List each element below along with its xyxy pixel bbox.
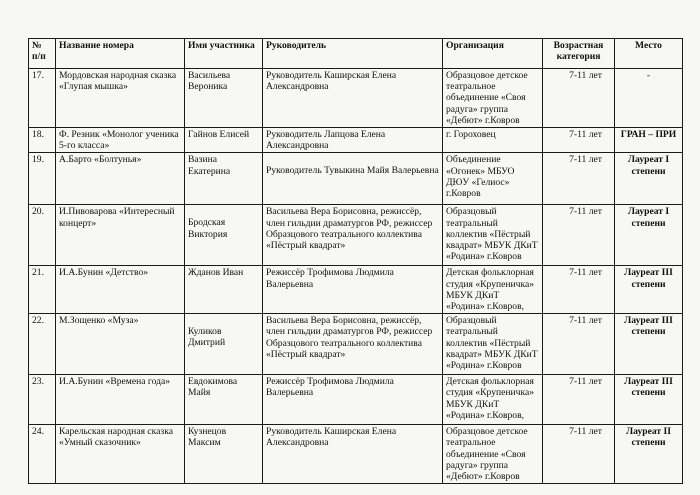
row-org: Образцовый театральный коллектив «Пёстрый квадрат» МБУК ДКиТ «Родина» г.Ковров bbox=[443, 205, 543, 266]
row-participant: Вазина Екатерина bbox=[185, 153, 263, 205]
row-title: И.А.Бунин «Времена года» bbox=[56, 375, 185, 425]
table-header-row bbox=[29, 39, 683, 69]
table-row bbox=[29, 69, 683, 128]
header-place: Место bbox=[615, 39, 683, 69]
row-place: Лауреат I степени bbox=[615, 153, 683, 205]
row-leader: Руководитель Тувыкина Майя Валерьевна bbox=[263, 153, 443, 205]
row-leader: Руководитель Каширская Елена Александровна bbox=[263, 69, 443, 128]
row-place: Лауреат III степени bbox=[615, 314, 683, 375]
row-leader: Васильева Вера Борисовна, режиссёр, член гильдии драматургов РФ, режиссер Образцового театрального коллектива «Пёстрый квадрат» bbox=[263, 205, 443, 266]
header-org: Организация bbox=[443, 39, 543, 69]
row-leader: Васильева Вера Борисовна, режиссёр, член гильдии драматургов РФ, режиссер Образцового театрального коллектива «Пёстрый квадрат» bbox=[263, 314, 443, 375]
results-table bbox=[28, 38, 683, 484]
row-org: Образцовое детское театральное объединение «Своя радуга» группа «Дебют» г.Ковров bbox=[443, 69, 543, 128]
row-age: 7-11 лет bbox=[543, 205, 615, 266]
table-row bbox=[29, 128, 683, 153]
row-participant: Жданов Иван bbox=[185, 266, 263, 314]
header-leader: Руководитель bbox=[263, 39, 443, 69]
row-org: Детская фольклорная студия «Крупеничка» МБУК ДКиТ «Родина» г.Ковров, bbox=[443, 375, 543, 425]
row-age: 7-11 лет bbox=[543, 266, 615, 314]
row-title: И.А.Бунин «Детство» bbox=[56, 266, 185, 314]
row-participant: Евдокимова Майя bbox=[185, 375, 263, 425]
row-place: Лауреат III степени bbox=[615, 375, 683, 425]
row-age: 7-11 лет bbox=[543, 425, 615, 484]
row-num: 20. bbox=[29, 205, 56, 266]
row-org: Образцовое детское театральное объединение «Своя радуга» группа «Дебют» г.Ковров bbox=[443, 425, 543, 484]
table-row bbox=[29, 266, 683, 314]
row-num: 19. bbox=[29, 153, 56, 205]
row-place: - bbox=[615, 69, 683, 128]
row-participant: Кузнецов Максим bbox=[185, 425, 263, 484]
table-row bbox=[29, 375, 683, 425]
row-num: 17. bbox=[29, 69, 56, 128]
table-row bbox=[29, 314, 683, 375]
row-org: Образцовый театральный коллектив «Пёстрый квадрат» МБУК ДКиТ «Родина» г.Ковров bbox=[443, 314, 543, 375]
row-org: Объединение «Огонек» МБУО ДЮУ «Гелиос» г.Ковров bbox=[443, 153, 543, 205]
row-participant: Васильева Вероника bbox=[185, 69, 263, 128]
row-place: Лауреат I степени bbox=[615, 205, 683, 266]
row-leader: Режиссёр Трофимова Людмила Валерьевна bbox=[263, 375, 443, 425]
row-participant: Гайнов Елисей bbox=[185, 128, 263, 153]
row-leader: Руководитель Каширская Елена Александровна bbox=[263, 425, 443, 484]
row-num: 22. bbox=[29, 314, 56, 375]
row-num: 21. bbox=[29, 266, 56, 314]
row-org: Детская фольклорная студия «Крупеничка» МБУК ДКиТ «Родина» г.Ковров, bbox=[443, 266, 543, 314]
row-title: М.Зощенко «Муза» bbox=[56, 314, 185, 375]
row-age: 7-11 лет bbox=[543, 375, 615, 425]
row-age: 7-11 лет bbox=[543, 69, 615, 128]
row-age: 7-11 лет bbox=[543, 314, 615, 375]
row-num: 24. bbox=[29, 425, 56, 484]
row-leader: Руководитель Лапцова Елена Александровна bbox=[263, 128, 443, 153]
row-place: Лауреат III степени bbox=[615, 266, 683, 314]
table-row bbox=[29, 425, 683, 484]
row-title: Карельская народная сказка «Умный сказочник» bbox=[56, 425, 185, 484]
row-num: 18. bbox=[29, 128, 56, 153]
header-title: Название номера bbox=[56, 39, 185, 69]
row-participant: Куликов Дмитрий bbox=[185, 314, 263, 375]
row-leader: Режиссёр Трофимова Людмила Валерьевна bbox=[263, 266, 443, 314]
table-row bbox=[29, 205, 683, 266]
row-title: Мордовская народная сказка «Глупая мышка» bbox=[56, 69, 185, 128]
header-num: № п/п bbox=[29, 39, 56, 69]
row-place: ГРАН – ПРИ bbox=[615, 128, 683, 153]
row-participant: Бродская Виктория bbox=[185, 205, 263, 266]
row-title: Ф. Резник «Монолог ученика 5-го класса» bbox=[56, 128, 185, 153]
header-age: Возрастная категория bbox=[543, 39, 615, 69]
row-title: И.Пивоварова «Интересный концерт» bbox=[56, 205, 185, 266]
row-org: г. Гороховец bbox=[443, 128, 543, 153]
row-place: Лауреат II степени bbox=[615, 425, 683, 484]
row-num: 23. bbox=[29, 375, 56, 425]
row-title: А.Барто «Болтунья» bbox=[56, 153, 185, 205]
header-participant: Имя участника bbox=[185, 39, 263, 69]
row-age: 7-11 лет bbox=[543, 128, 615, 153]
table-row bbox=[29, 153, 683, 205]
row-age: 7-11 лет bbox=[543, 153, 615, 205]
